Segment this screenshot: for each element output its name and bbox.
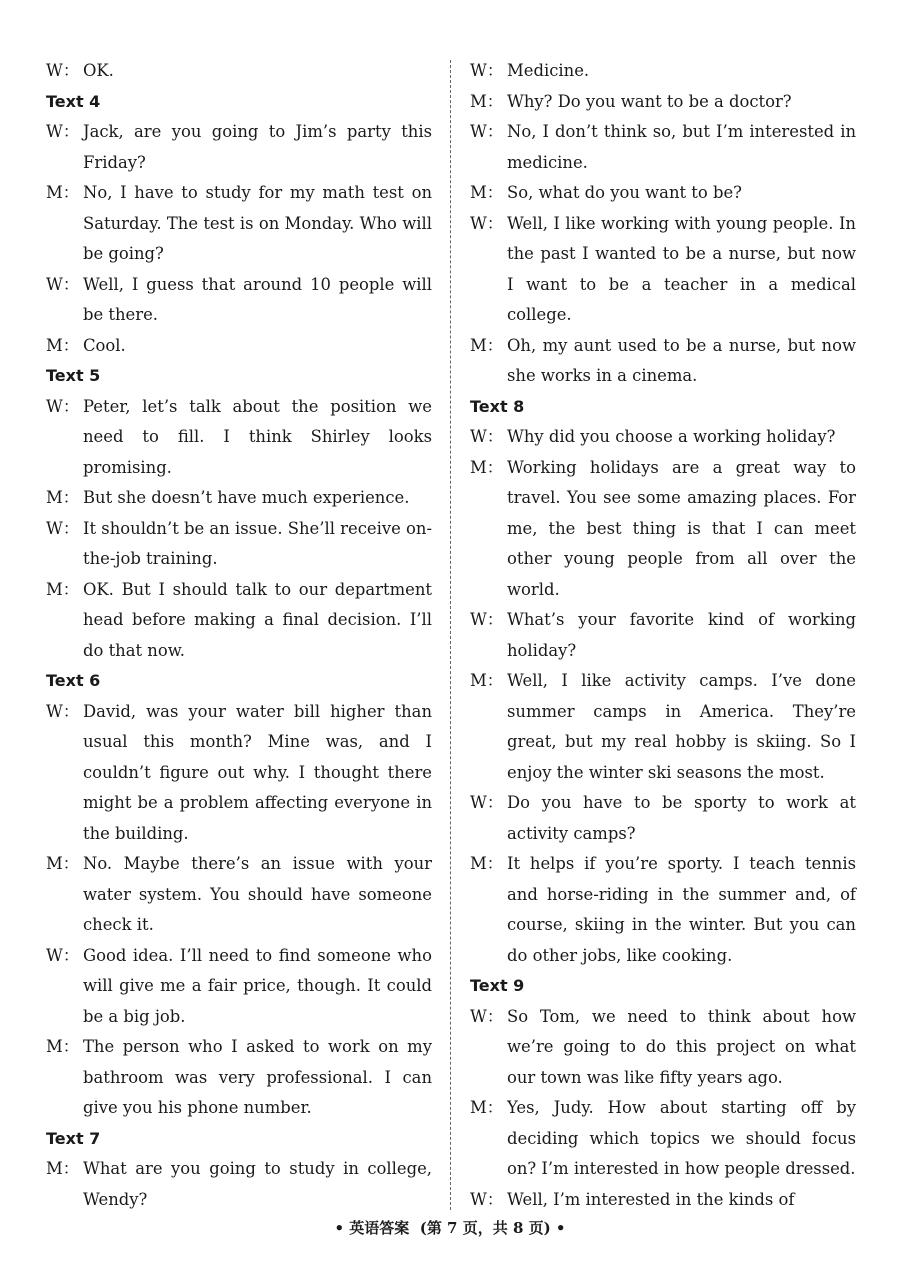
dialogue-line: [46, 331, 432, 362]
dialogue-line: [470, 849, 856, 971]
speaker-label: M：: [46, 1159, 80, 1178]
speaker-label: W：: [46, 61, 80, 80]
dialogue-line: [470, 331, 856, 392]
section-heading: Text 7: [46, 1128, 101, 1148]
speaker-label: W：: [46, 274, 80, 294]
speaker-label: M：: [46, 183, 80, 202]
speaker-label: W：: [470, 122, 504, 141]
dialogue-text: Medicine.: [507, 61, 590, 80]
dialogue-line: [46, 392, 432, 484]
dialogue-text: Why did you choose a working holiday?: [507, 427, 836, 446]
section-heading: Text 8: [470, 396, 525, 416]
dialogue-line: [470, 1002, 856, 1094]
dialogue-line: [470, 788, 856, 849]
dialogue-line: [470, 666, 856, 788]
speaker-label: M：: [470, 1098, 504, 1117]
dialogue-line: [470, 56, 856, 87]
dialogue-text: Yes, Judy. How about starting off by deciding which topics we should focus on? I’m interested in how people dressed.: [507, 1098, 856, 1178]
dialogue-text: But she doesn’t have much experience.: [83, 488, 410, 507]
speaker-label: W：: [46, 396, 80, 416]
dialogue-text: Well, I guess that around 10 people will be there.: [83, 274, 432, 324]
dialogue-text: OK. But I should talk to our department head before making a final decision. I’ll do that now.: [83, 579, 432, 660]
speaker-label: M：: [46, 579, 80, 599]
speaker-label: W：: [470, 1189, 504, 1209]
dialogue-line: [46, 178, 432, 270]
dialogue-line: [46, 575, 432, 667]
speaker-label: M：: [46, 335, 80, 355]
dialogue-line: [470, 1093, 856, 1185]
dialogue-line: [470, 422, 856, 453]
speaker-label: W：: [470, 793, 504, 812]
dialogue-line: [470, 117, 856, 178]
speaker-label: W：: [46, 518, 80, 538]
dialogue-line: [46, 849, 432, 941]
speaker-label: M：: [470, 671, 504, 690]
dialogue-text: Well, I’m interested in the kinds of: [507, 1189, 795, 1209]
dialogue-line: [470, 453, 856, 606]
dialogue-text: What’s your favorite kind of working holiday?: [507, 610, 856, 660]
dialogue-text: Cool.: [83, 335, 126, 355]
speaker-label: M：: [46, 488, 80, 507]
dialogue-text: No. Maybe there’s an issue with your water system. You should have someone check it.: [83, 854, 432, 934]
dialogue-text: OK.: [83, 61, 114, 80]
column-divider: [450, 60, 451, 1210]
speaker-label: M：: [46, 1037, 80, 1056]
dialogue-line: [46, 514, 432, 575]
dialogue-text: Do you have to be sporty to work at activity camps?: [507, 793, 856, 843]
speaker-label: W：: [46, 701, 80, 721]
section-heading: Text 4: [46, 91, 101, 111]
speaker-label: W：: [46, 122, 80, 141]
dialogue-text: What are you going to study in college, Wendy?: [83, 1159, 432, 1209]
dialogue-line: [470, 87, 856, 118]
dialogue-text: It helps if you’re sporty. I teach tennis and horse-riding in the summer and, of course, skiing in the winter. But you can do other jobs, like cooking.: [507, 854, 856, 965]
dialogue-line: [470, 209, 856, 331]
speaker-label: W：: [470, 61, 504, 80]
dialogue-text: Peter, let’s talk about the position we need to fill. I think Shirley looks promising.: [83, 396, 432, 477]
dialogue-text: Well, I like activity camps. I’ve done summer camps in America. They’re great, but my real hobby is skiing. So I enjoy the winter ski seasons the most.: [507, 671, 856, 782]
dialogue-line: [46, 270, 432, 331]
dialogue-text: No, I have to study for my math test on Saturday. The test is on Monday. Who will be going?: [83, 183, 432, 263]
dialogue-line: [46, 56, 432, 87]
dialogue-text: Good idea. I’ll need to find someone who will give me a fair price, though. It could be a big job.: [83, 945, 432, 1026]
dialogue-text: Well, I like working with young people. In the past I wanted to be a nurse, but now I want to be a teacher in a medical college.: [507, 213, 856, 324]
dialogue-text: Oh, my aunt used to be a nurse, but now she works in a cinema.: [507, 335, 856, 385]
dialogue-text: So Tom, we need to think about how we’re going to do this project on what our town was like fifty years ago.: [507, 1006, 856, 1087]
section-heading: Text 9: [470, 976, 525, 995]
section-heading: Text 5: [46, 366, 101, 385]
speaker-label: W：: [470, 427, 504, 446]
section-heading: Text 6: [46, 671, 101, 690]
dialogue-line: [470, 178, 856, 209]
speaker-label: M：: [470, 91, 504, 111]
dialogue-text: David, was your water bill higher than usual this month? Mine was, and I couldn’t figure out why. I thought there might be a problem affecting everyone in the building.: [83, 701, 432, 843]
dialogue-text: So, what do you want to be?: [507, 183, 742, 202]
speaker-label: W：: [470, 1006, 504, 1026]
left-column: [46, 56, 432, 1215]
dialogue-text: No, I don’t think so, but I’m interested in medicine.: [507, 122, 856, 172]
dialogue-line: [46, 1154, 432, 1215]
dialogue-line: [470, 1185, 856, 1216]
dialogue-line: [46, 483, 432, 514]
dialogue-line: [470, 605, 856, 666]
speaker-label: M：: [470, 183, 504, 202]
speaker-label: M：: [470, 457, 504, 477]
page-footer: • 英语答案 (第 7 页，共 8 页) •: [334, 1219, 566, 1237]
speaker-label: W：: [470, 610, 504, 629]
dialogue-line: [46, 117, 432, 178]
dialogue-text: It shouldn’t be an issue. She’ll receive on-the-job training.: [83, 518, 432, 568]
speaker-label: W：: [46, 945, 80, 965]
dialogue-text: The person who I asked to work on my bathroom was very professional. I can give you his phone number.: [83, 1037, 432, 1117]
dialogue-text: Jack, are you going to Jim’s party this Friday?: [83, 122, 432, 172]
dialogue-line: [46, 1032, 432, 1124]
dialogue-text: Why? Do you want to be a doctor?: [507, 91, 792, 111]
speaker-label: W：: [470, 213, 504, 233]
dialogue-text: Working holidays are a great way to travel. You see some amazing places. For me, the best thing is that I can meet other young people from all over the world.: [507, 457, 856, 599]
speaker-label: M：: [470, 335, 504, 355]
right-column: [470, 56, 856, 1215]
speaker-label: M：: [46, 854, 80, 873]
dialogue-line: [46, 697, 432, 850]
dialogue-line: [46, 941, 432, 1033]
speaker-label: M：: [470, 854, 504, 873]
